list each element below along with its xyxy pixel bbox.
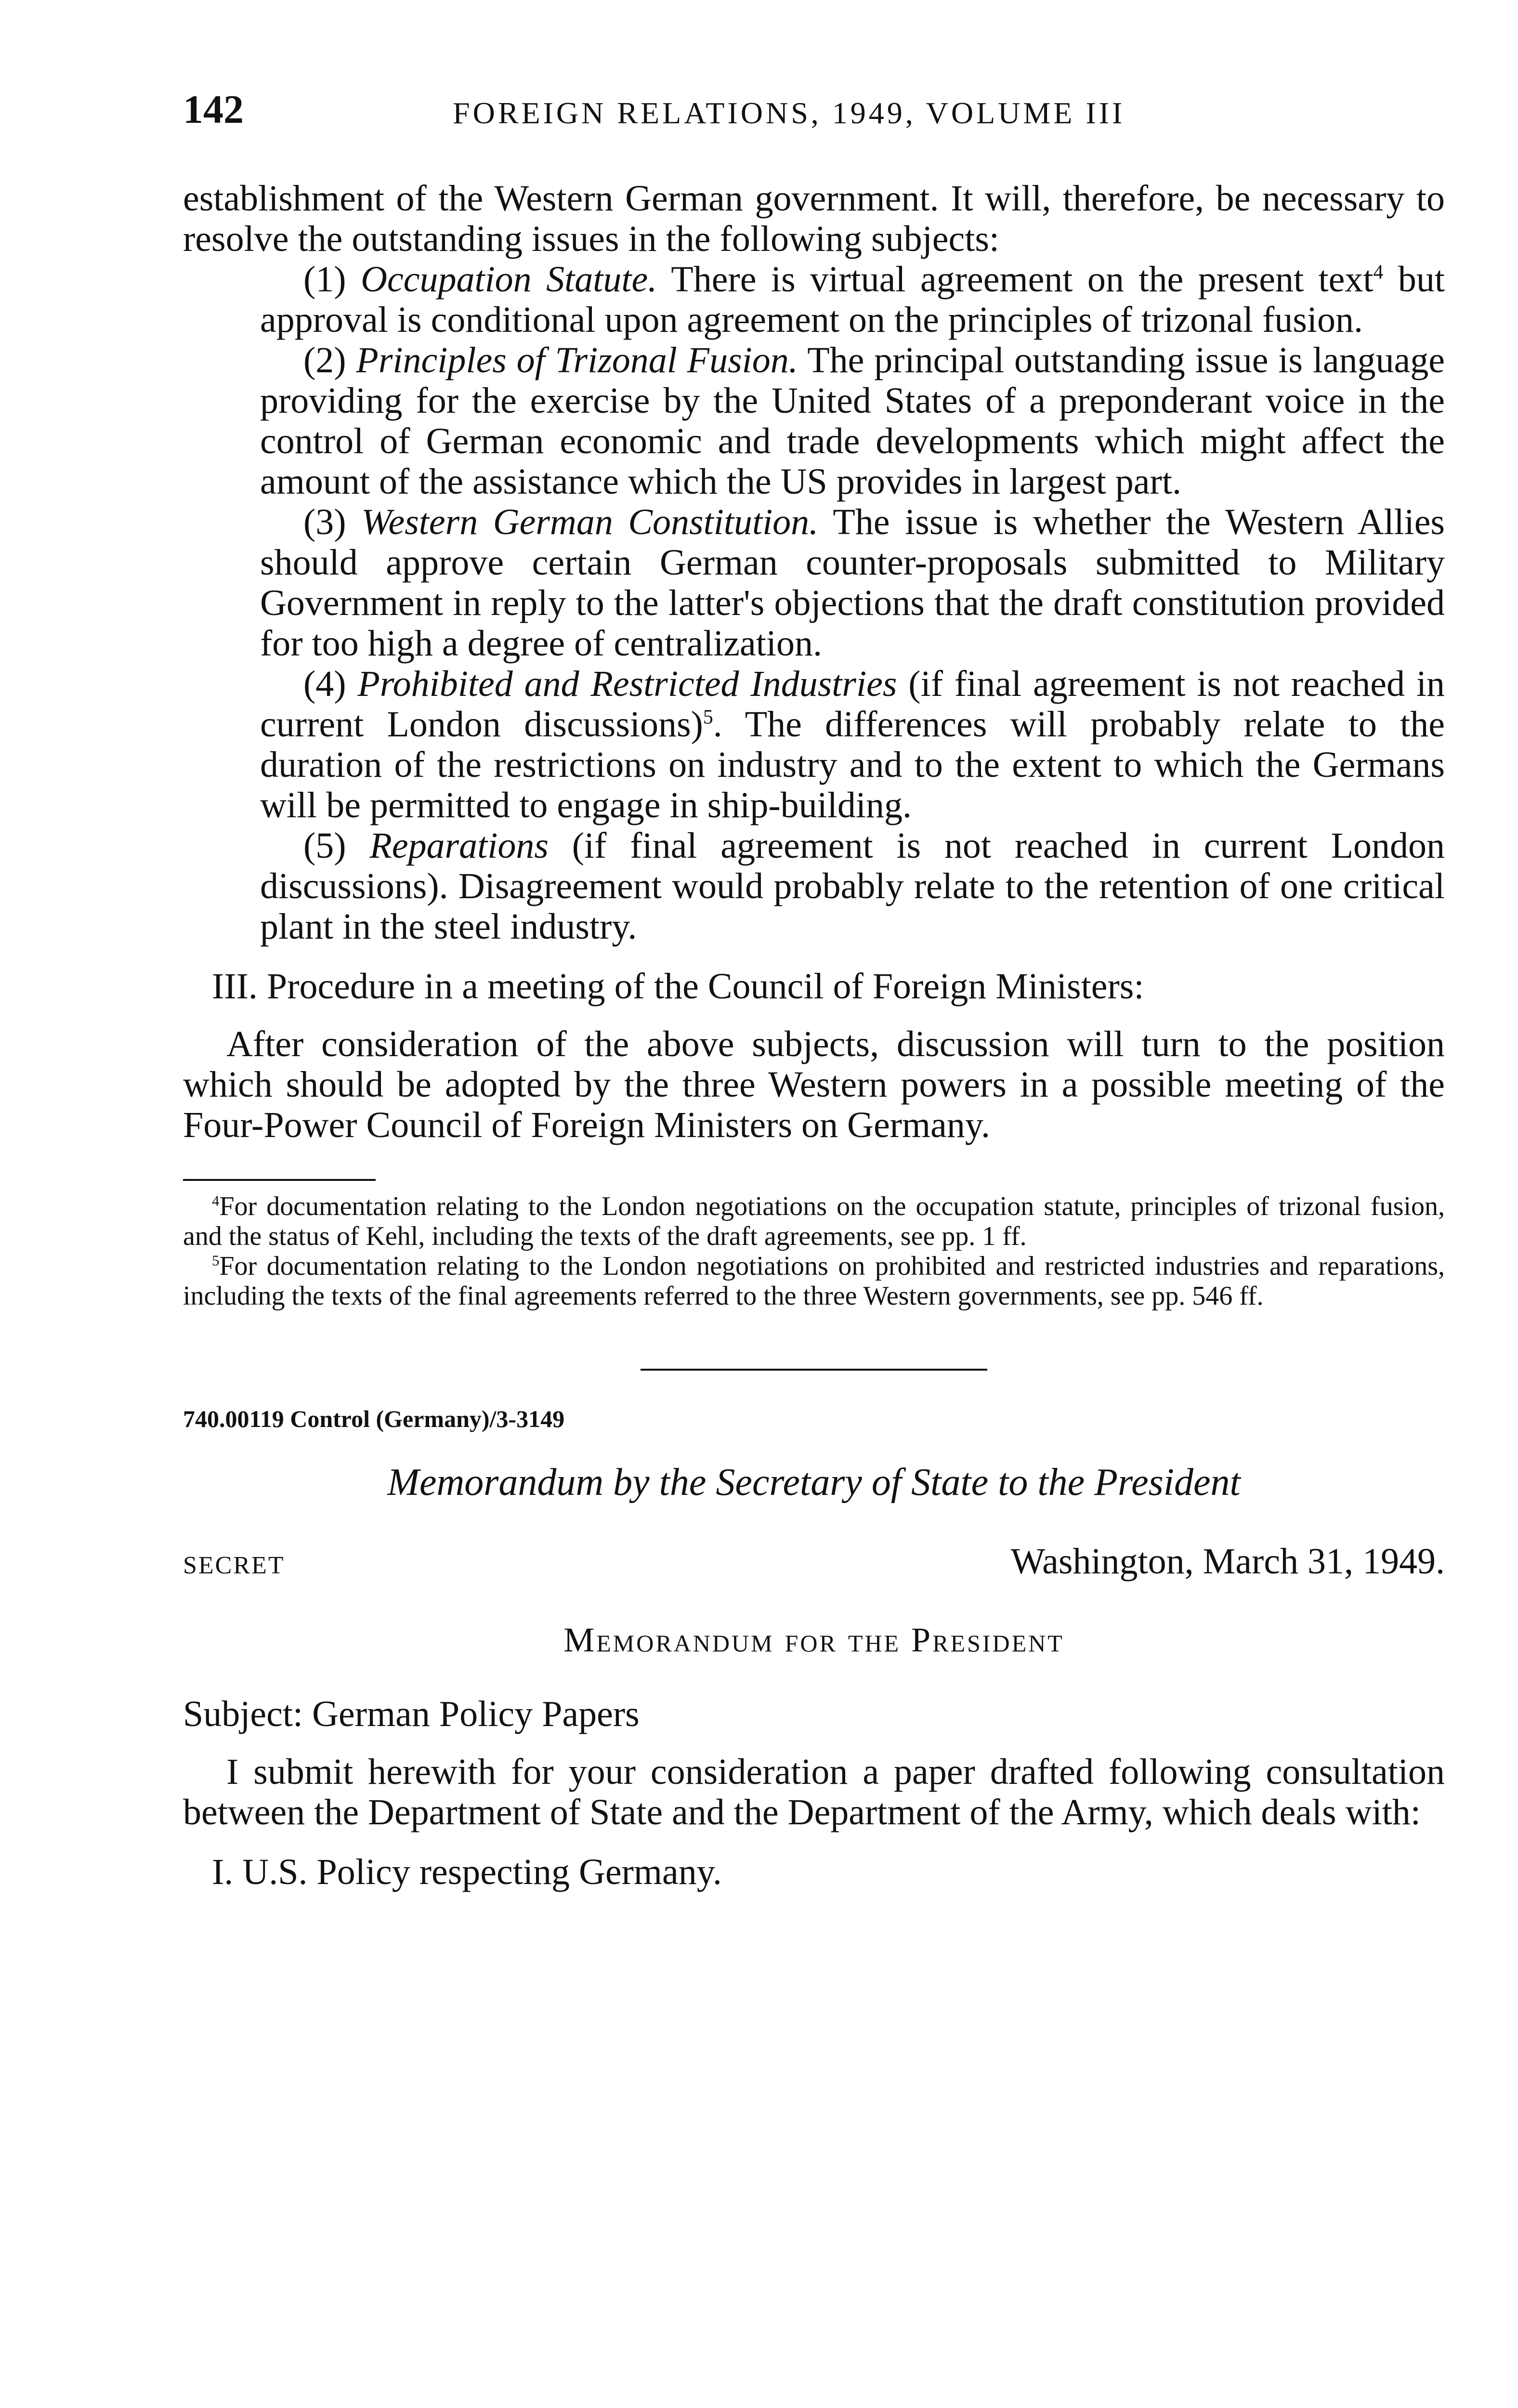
footnote: $^4$For documentation relating to the London negotiations on the occupation statute, principles of trizonal fusion, and the status of Kehl, including the texts of the draft agreements, see pp. 1 ff. — [183, 1191, 1445, 1251]
list-item: (5) Reparations (if final agreement is not reached in current London discussions). Disagreement would probably relate to the retention of one critical plant in the steel industry. — [260, 825, 1445, 947]
footnote-ref: 5 — [703, 706, 713, 729]
body-text — [183, 178, 1445, 1892]
place-date: Washington, March 31, 1949. — [1010, 1541, 1445, 1582]
page-header — [183, 86, 1445, 144]
subjects-list — [260, 259, 1445, 947]
list-item: (3) Western German Constitution. The issue is whether the Western Allies should approve certain German counter-proposals submitted to Military Government in reply to the latter's objections that the draft constitution provided for too high a degree of centralization. — [260, 502, 1445, 664]
running-head: FOREIGN RELATIONS, 1949, VOLUME III — [453, 96, 1125, 130]
list-item: (4) Prohibited and Restricted Industries (if final agreement is not reached in current London discussions)$^5$. The differences will probably relate to the duration of the restrictions on industry and to the extent to which the Germans will be permitted to engage in ship-building. — [260, 664, 1445, 825]
classification-line — [183, 1541, 1445, 1586]
memo-list-item: I. U.S. Policy respecting Germany. — [212, 1852, 722, 1892]
section-heading: III. Procedure in a meeting of the Council of Foreign Ministers: — [212, 966, 1144, 1007]
intro-paragraph: establishment of the Western German government. It will, therefore, be necessary to resolve the outstanding issues in the following subjects: — [183, 178, 1445, 259]
page-number: 142 — [183, 87, 244, 132]
footnote-ref: 4 — [1373, 261, 1384, 284]
classification: SECRET — [183, 1552, 285, 1579]
memo-heading: Memorandum for the President — [563, 1621, 1064, 1659]
document-title: Memorandum by the Secretary of State to the President — [387, 1461, 1241, 1504]
memo-body: I submit herewith for your consideration a paper drafted following consultation between the Department of State and the Department of the Army, which deals with: — [183, 1752, 1445, 1832]
section-divider — [641, 1369, 987, 1371]
footnote-divider — [183, 1179, 376, 1181]
section-paragraph: After consideration of the above subjects, discussion will turn to the position which should be adopted by the three Western powers in a possible meeting of the Four-Power Council of Foreign Ministers on Germany. — [183, 1024, 1445, 1145]
list-item: (2) Principles of Trizonal Fusion. The principal outstanding issue is language providing for the exercise by the United States of a preponderant voice in the control of German economic and trade developments which might affect the amount of the assistance which the US provides in largest part. — [260, 340, 1445, 502]
footnote: $^5$For documentation relating to the London negotiations on prohibited and restricted industries and reparations, including the texts of the final agreements referred to the three Western governments, see pp. 546 ff. — [183, 1251, 1445, 1311]
file-number: 740.00119 Control (Germany)/3-3149 — [183, 1405, 565, 1432]
list-item: (1) Occupation Statute. There is virtual agreement on the present text$^4$ but approval is conditional upon agreement on the principles of trizonal fusion. — [260, 259, 1445, 340]
subject-line: Subject: German Policy Papers — [183, 1694, 640, 1734]
